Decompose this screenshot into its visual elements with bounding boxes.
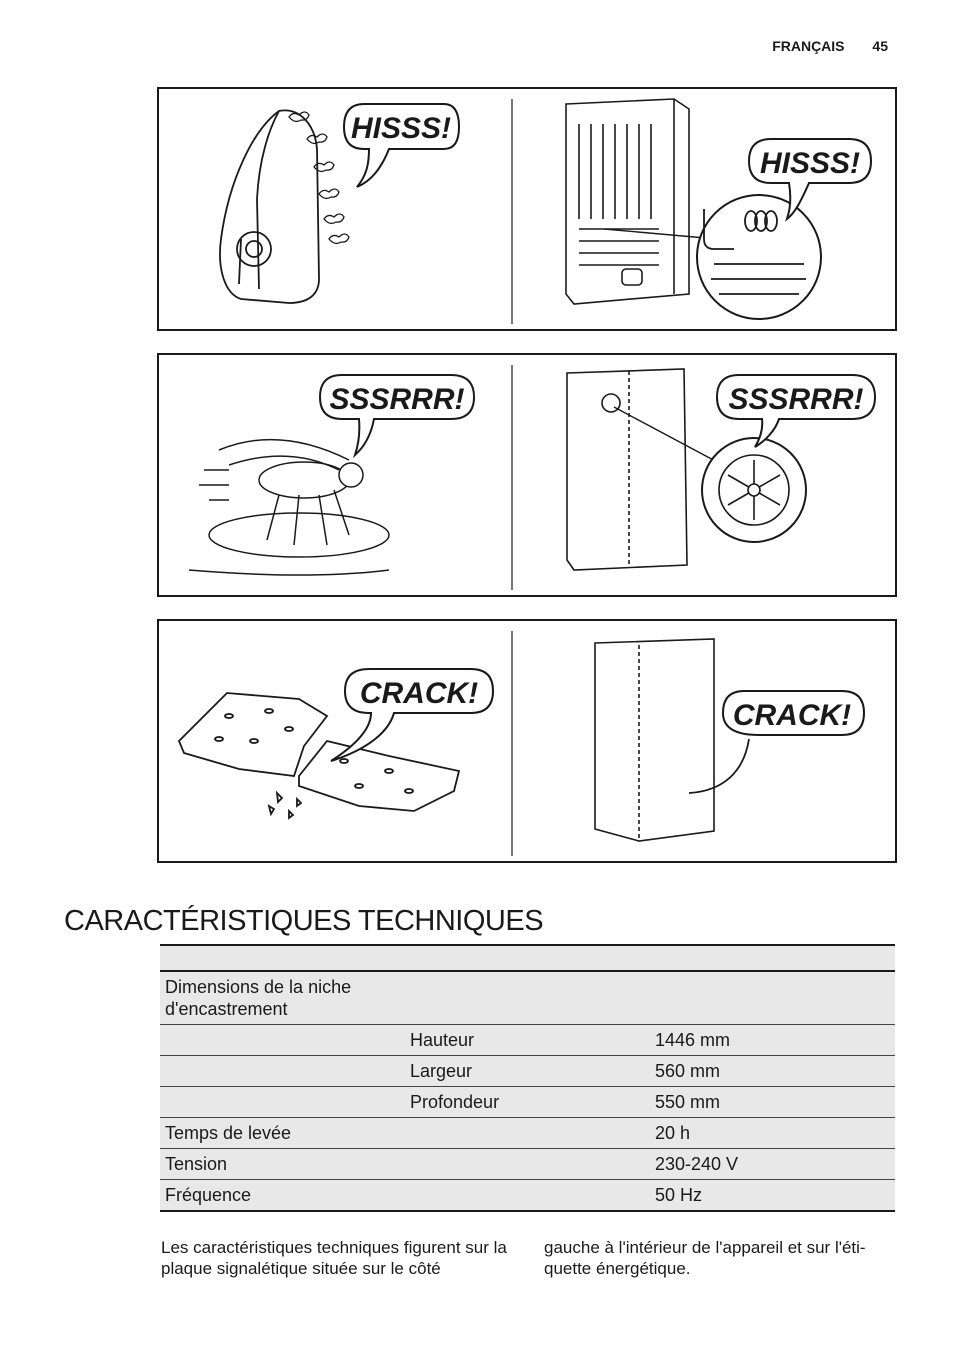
table-header-row <box>160 945 895 971</box>
language-label: FRANÇAIS <box>772 38 845 54</box>
row-label <box>160 1087 405 1118</box>
row-sub <box>405 1149 650 1180</box>
note-left-column: Les caractéristiques techniques figurent sur la plaque signalétique située sur le côté <box>161 1238 507 1278</box>
hisss-illustration <box>159 89 895 329</box>
row-value: 560 mm <box>650 1056 895 1087</box>
right-sound-text: HISSS! <box>759 147 861 180</box>
row-sub <box>405 971 650 1025</box>
row-label: Temps de levée <box>160 1118 405 1149</box>
illustration-panel-crack <box>157 619 897 863</box>
page-number: 45 <box>872 38 888 54</box>
sssrrr-illustration <box>159 355 895 595</box>
illustration-panel-sssrrr <box>157 353 897 597</box>
row-label: Tension <box>160 1149 405 1180</box>
page-header <box>772 38 888 54</box>
note-right-column: gauche à l'intérieur de l'appareil et sur l'éti-quette énergétique. <box>544 1238 866 1278</box>
row-sub: Hauteur <box>405 1025 650 1056</box>
right-sound-text: SSSRRR! <box>728 383 864 416</box>
table-row <box>160 1056 895 1087</box>
table-row <box>160 1180 895 1212</box>
row-label <box>160 1025 405 1056</box>
fridge-fan-icon <box>567 369 687 570</box>
crack-illustration <box>159 621 895 861</box>
table-row <box>160 1087 895 1118</box>
specs-table <box>160 944 895 1212</box>
fridge-back-icon <box>566 99 689 304</box>
illustration-panel-hisss <box>157 87 897 331</box>
row-sub: Largeur <box>405 1056 650 1087</box>
row-sub <box>405 1118 650 1149</box>
row-value: 1446 mm <box>650 1025 895 1056</box>
right-sound-text: CRACK! <box>732 699 852 732</box>
left-sound-text: HISSS! <box>350 112 452 145</box>
row-sub: Profondeur <box>405 1087 650 1118</box>
row-sub <box>405 1180 650 1212</box>
left-sound-text: CRACK! <box>359 677 479 710</box>
table-row <box>160 1025 895 1056</box>
magnified-coil-icon <box>697 195 821 319</box>
table-row <box>160 1149 895 1180</box>
row-value: 20 h <box>650 1118 895 1149</box>
table-row <box>160 1118 895 1149</box>
row-label: Dimensions de la niche d'encastrement <box>160 971 405 1025</box>
steam-iron-icon <box>220 110 319 303</box>
section-title: CARACTÉRISTIQUES TECHNIQUES <box>64 905 544 938</box>
fridge-front-icon <box>595 639 714 841</box>
row-label <box>160 1056 405 1087</box>
table-row <box>160 971 895 1025</box>
row-value: 550 mm <box>650 1087 895 1118</box>
row-label: Fréquence <box>160 1180 405 1212</box>
row-value: 230-240 V <box>650 1149 895 1180</box>
fly-icon <box>189 440 389 575</box>
row-value <box>650 971 895 1025</box>
row-value: 50 Hz <box>650 1180 895 1212</box>
left-sound-text: SSSRRR! <box>329 383 465 416</box>
